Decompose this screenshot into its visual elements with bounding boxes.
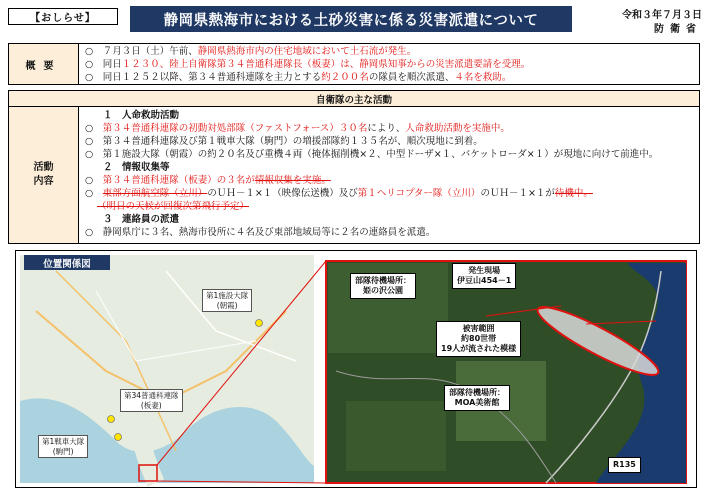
label-line: 発生現場: [468, 266, 501, 275]
notice-tag: 【おしらせ】: [8, 8, 118, 25]
activities-label-line: 活動: [33, 162, 54, 173]
overview-list: [79, 44, 699, 84]
overview-line: [85, 71, 693, 84]
activities-label: [9, 107, 79, 243]
activity-line: [85, 187, 693, 200]
label-route-r135: R135: [608, 457, 641, 473]
activities-header: 自衛隊の主な活動: [8, 90, 700, 106]
text-highlight: 第１ヘリコプター隊（立川）: [357, 188, 481, 199]
label-line: MOA美術館: [454, 398, 500, 407]
label-line: (駒門): [52, 446, 74, 456]
issue-date: 令和３年７月３日: [622, 10, 702, 21]
label-line: 第34普通科連隊: [124, 391, 179, 400]
label-standby-moa: [444, 385, 510, 411]
text: ○ 同日１２５２以降、第３４普通科連隊を主力とする: [85, 72, 322, 83]
marker-asaka: [256, 320, 263, 327]
activity-line: ○ 第１施設大隊（朝霞）の約２０名及び重機４両（掩体掘削機×２、中型ドーザ×１、バケットローダ×１）が現地に向けて前進中。: [85, 149, 659, 160]
activity-line: [85, 122, 693, 135]
label-incident-site: [452, 263, 516, 289]
text-highlight: １２３０、陸上自衛隊第３４普通科連隊長（板妻）は、静岡県知事からの災害派遣要請を受理。: [121, 59, 531, 70]
label-line: 19人が流された模様: [441, 344, 517, 353]
activities-body: [79, 107, 699, 243]
text: のＵＨ－１×１が: [480, 188, 555, 199]
activity-line: ○ 静岡県庁に３名、熱海市役所に４名及び東部地域局等に２名の連絡員を派遣。: [85, 227, 436, 238]
label-standby-himenosawa: [350, 273, 416, 299]
text-struck: 待機中。: [554, 188, 593, 199]
text-struck: 東部方面航空隊（立川）: [102, 188, 208, 199]
overview-label: 概要: [9, 44, 79, 84]
text-highlight: 第３４普通科連隊（板妻）の３名が: [102, 175, 255, 186]
text-highlight: 静岡県熱海市内の住宅地域において土石流が発生。: [197, 46, 417, 57]
label-itazuma: [120, 389, 183, 412]
text-highlight: 人命救助活動を実施中。: [405, 123, 510, 134]
label-gotemba: [38, 435, 88, 458]
text: の隊員を順次派遣、: [368, 72, 455, 83]
label-line: 部隊待機場所：: [449, 388, 505, 397]
page-title: 静岡県熱海市における土砂災害に係る災害派遣について: [130, 6, 572, 32]
section-title: １ 人命救助活動: [103, 110, 180, 121]
activity-line: ○ 第３４普通科連隊及び第１戦車大隊（駒門）の増援部隊約１３５名が、順次現地に到着。: [85, 136, 483, 147]
overview-box: [8, 43, 700, 85]
section-title: ３ 連絡員の派遣: [103, 214, 180, 225]
overview-line: [85, 58, 693, 71]
label-line: 第1戦車大隊: [42, 437, 85, 446]
date-block: [584, 9, 702, 37]
marker-itazuma: [108, 416, 115, 423]
text: ○: [85, 175, 103, 186]
text: ○: [85, 123, 103, 134]
label-line: 部隊待機場所：: [355, 276, 411, 285]
terrain-patch: [346, 401, 446, 471]
label-asaka: [202, 289, 252, 312]
label-line: 伊豆山454－1: [457, 276, 512, 285]
overview-line: [85, 45, 693, 58]
text: のＵＨ－１×１（映像伝送機）及び: [207, 188, 358, 199]
issuing-org: 防衛省: [654, 24, 702, 35]
activities-label-line: 内容: [33, 176, 54, 187]
activities-box: [8, 106, 700, 244]
label-line: 約80世帯: [461, 334, 497, 343]
activity-line: [85, 174, 693, 187]
label-damage-range: [436, 321, 521, 357]
map-title: 位置関係図: [24, 255, 110, 270]
text-highlight: ４名を救助。: [454, 72, 512, 83]
text: ○: [85, 188, 103, 199]
text-highlight: 第３４普通科連隊の初動対処部隊（ファストフォース）３０名: [102, 123, 368, 134]
text-struck: 情報収集を実施。: [254, 175, 331, 186]
activity-line: （明日の天候が回復次第飛行予定）: [97, 201, 250, 212]
label-line: (板妻): [140, 400, 162, 410]
section-title: ２ 情報収集等: [103, 162, 170, 173]
label-line: 被害範囲: [462, 324, 495, 333]
marker-gotemba: [115, 434, 122, 441]
text: ○ 同日: [85, 59, 122, 70]
label-line: (朝霞): [216, 300, 238, 310]
text: ○ ７月３日（土）午前、: [85, 46, 198, 57]
text-highlight: 約２００名: [321, 72, 369, 83]
label-line: 第1施設大隊: [206, 291, 249, 300]
location-map: [15, 250, 697, 488]
text: により、: [367, 123, 406, 134]
label-line: 姫の沢公園: [363, 286, 403, 295]
